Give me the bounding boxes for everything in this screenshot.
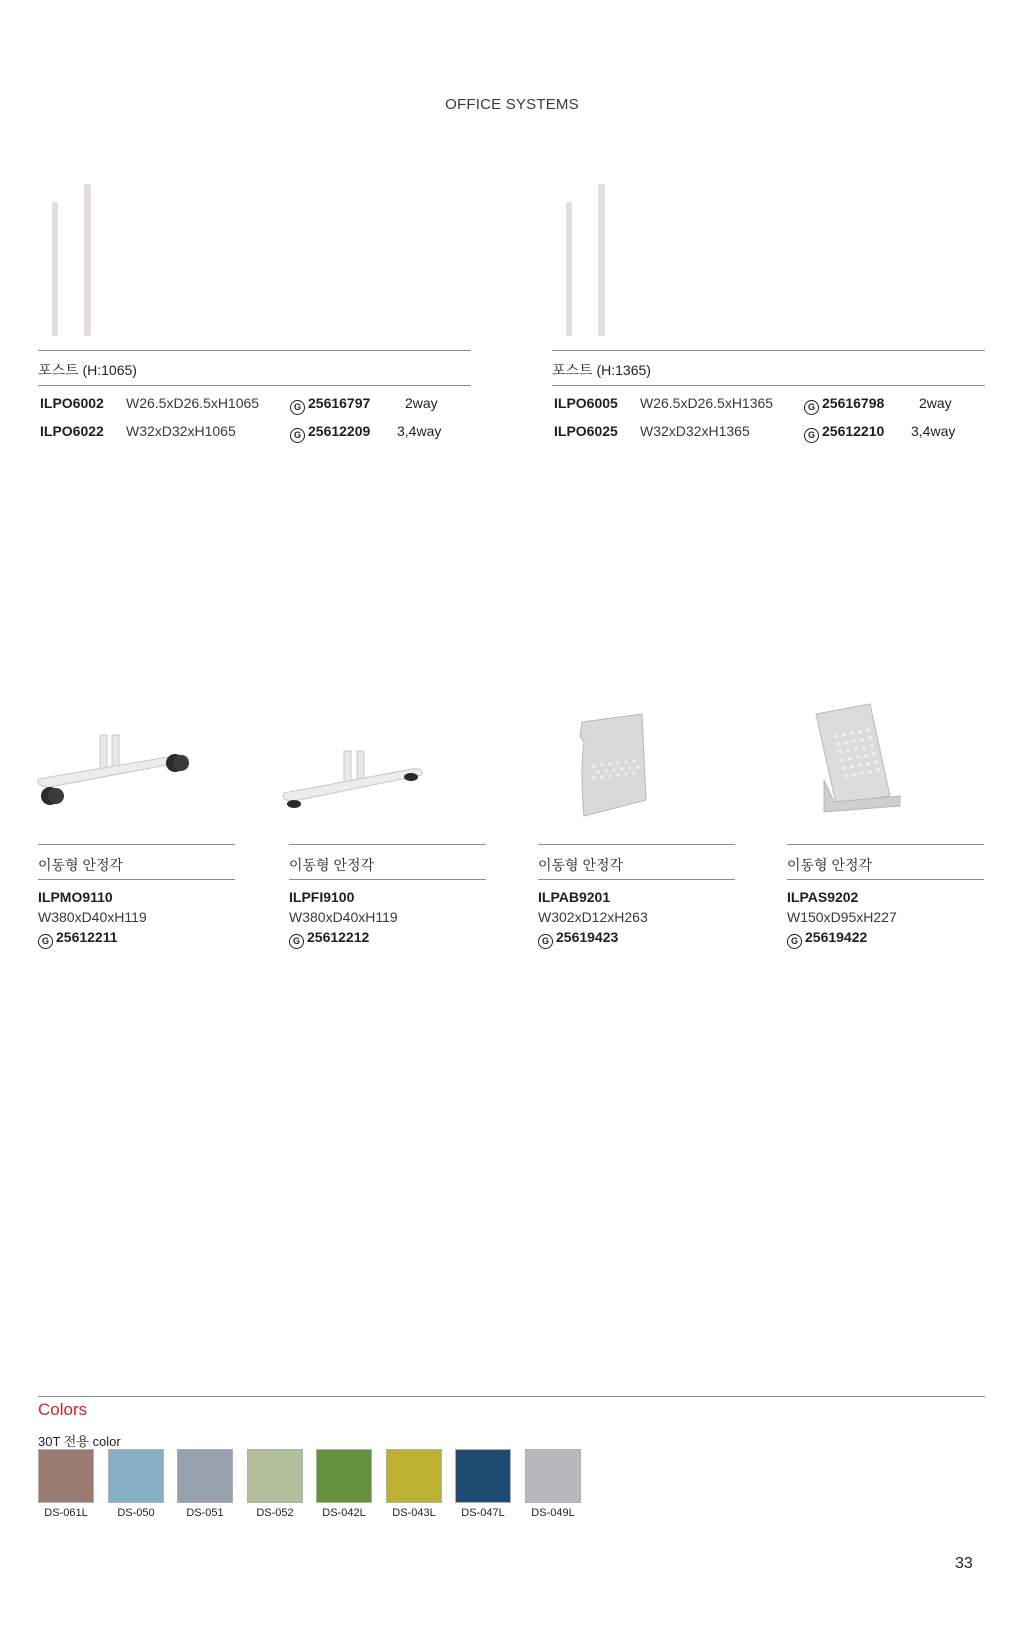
post-image-left xyxy=(48,180,98,338)
swatch-label: DS-061L xyxy=(44,1507,88,1519)
product-code: ILPMO9110 xyxy=(38,889,113,905)
product-code: ILPAS9202 xyxy=(787,889,859,905)
product-dimensions: W32xD32xH1365 xyxy=(640,423,750,439)
swatch-label: DS-049L xyxy=(531,1507,575,1519)
product-code: ILPO6022 xyxy=(40,423,104,439)
product-dimensions: W380xD40xH119 xyxy=(289,909,398,925)
divider xyxy=(38,350,471,351)
post-category-right: 포스트 (H:1365) xyxy=(552,362,651,378)
product-dimensions: W32xD32xH1065 xyxy=(126,423,236,439)
g-mark-icon: G xyxy=(38,934,53,949)
stand-item xyxy=(289,844,486,949)
perforated-panel-image xyxy=(576,712,656,820)
product-dimensions: W150xD95xH227 xyxy=(787,909,897,925)
colors-title: Colors xyxy=(38,1400,88,1419)
g-mark-icon: G xyxy=(290,428,305,443)
color-swatch xyxy=(38,1449,94,1503)
g-number: G 25619422 xyxy=(787,929,984,949)
stand-category: 이동형 안정각 xyxy=(289,857,375,873)
g-mark-icon: G xyxy=(804,428,819,443)
divider xyxy=(787,844,984,845)
way-type: 2way xyxy=(919,395,952,411)
product-dimensions: W380xD40xH119 xyxy=(38,909,147,925)
swatch-label: DS-051 xyxy=(186,1507,224,1519)
color-swatch xyxy=(316,1449,372,1503)
stand-category: 이동형 안정각 xyxy=(538,857,624,873)
g-mark-icon: G xyxy=(290,400,305,415)
color-swatch xyxy=(455,1449,511,1503)
color-swatch xyxy=(386,1449,442,1503)
stand-category: 이동형 안정각 xyxy=(38,857,124,873)
page-number: 33 xyxy=(955,1555,973,1572)
g-number: G 25616798 xyxy=(804,395,884,415)
stand-item xyxy=(538,844,735,949)
color-swatch xyxy=(177,1449,233,1503)
table-row xyxy=(40,395,480,417)
divider xyxy=(38,1396,985,1397)
product-code: ILPO6002 xyxy=(40,395,104,411)
divider xyxy=(787,879,984,880)
swatch-label: DS-052 xyxy=(256,1507,294,1519)
stand-category: 이동형 안정각 xyxy=(787,857,873,873)
post-category-left: 포스트 (H:1065) xyxy=(38,362,137,378)
swatch-label: DS-043L xyxy=(392,1507,436,1519)
table-row xyxy=(554,423,994,445)
divider xyxy=(38,385,471,386)
swatch-label: DS-042L xyxy=(322,1507,366,1519)
color-swatch xyxy=(525,1449,581,1503)
g-number: G 25619423 xyxy=(538,929,735,949)
table-row xyxy=(40,423,480,445)
color-swatch xyxy=(247,1449,303,1503)
product-dimensions: W302xD12xH263 xyxy=(538,909,648,925)
divider xyxy=(289,844,486,845)
stand-item xyxy=(787,844,984,949)
divider xyxy=(552,350,985,351)
way-type: 2way xyxy=(405,395,438,411)
g-number: G 25616797 xyxy=(290,395,370,415)
perforated-stand-image xyxy=(810,700,910,820)
colors-subtitle: 30T 전용 color xyxy=(38,1434,121,1449)
way-type: 3,4way xyxy=(397,423,442,439)
caster-base-image xyxy=(30,725,200,815)
swatch-label: DS-047L xyxy=(461,1507,505,1519)
divider xyxy=(538,879,735,880)
stand-item xyxy=(38,844,235,949)
divider xyxy=(289,879,486,880)
product-dimensions: W26.5xD26.5xH1065 xyxy=(126,395,260,411)
product-code: ILPFI9100 xyxy=(289,889,355,905)
table-row xyxy=(554,395,994,417)
divider xyxy=(38,879,235,880)
way-type: 3,4way xyxy=(911,423,956,439)
swatch-label: DS-050 xyxy=(117,1507,155,1519)
product-code: ILPO6005 xyxy=(554,395,618,411)
product-code: ILPO6025 xyxy=(554,423,618,439)
product-dimensions: W26.5xD26.5xH1365 xyxy=(640,395,774,411)
product-code: ILPAB9201 xyxy=(538,889,611,905)
post-image-right xyxy=(562,180,612,338)
divider xyxy=(38,844,235,845)
g-number: G 25612212 xyxy=(289,929,486,949)
g-number: G 25612209 xyxy=(290,423,370,443)
g-mark-icon: G xyxy=(538,934,553,949)
g-mark-icon: G xyxy=(289,934,304,949)
color-swatch xyxy=(108,1449,164,1503)
g-number: G 25612210 xyxy=(804,423,884,443)
divider xyxy=(538,844,735,845)
leveler-base-image xyxy=(280,745,440,815)
g-number: G 25612211 xyxy=(38,929,235,949)
g-mark-icon: G xyxy=(804,400,819,415)
divider xyxy=(552,385,985,386)
page-header: OFFICE SYSTEMS xyxy=(445,96,579,113)
g-mark-icon: G xyxy=(787,934,802,949)
